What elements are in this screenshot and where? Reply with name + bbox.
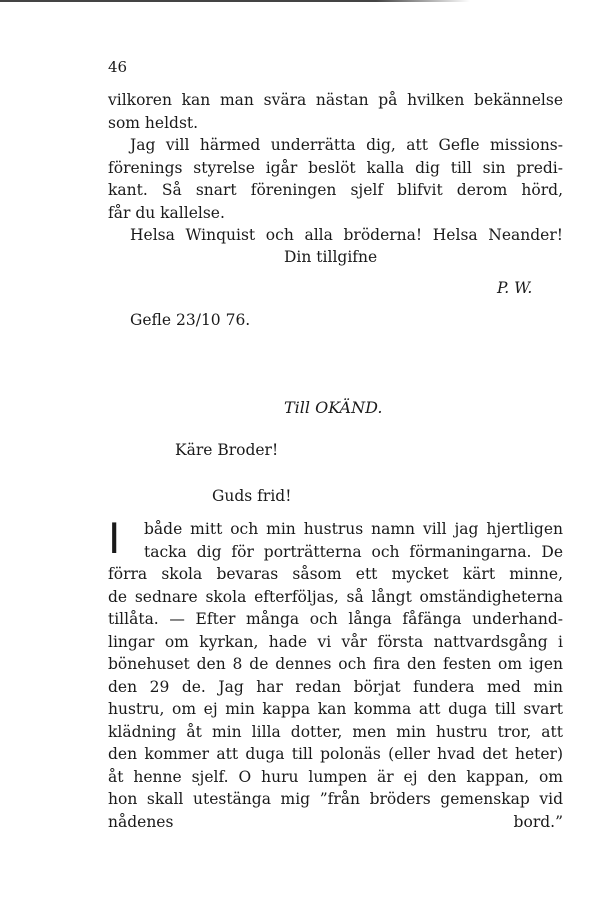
text-line: tillåta. — Efter många och långa fåfänga underhand- [108,610,563,628]
text-line: tacka dig för porträtterna och förmaningarna. De [144,542,563,561]
letter-title: Till OKÄND. [284,398,383,417]
text-line: de sednare skola efterföljas, så långt omständigheterna [108,587,563,606]
greeting: Guds frid! [212,487,292,505]
greetings-line-block [130,224,563,247]
text-line: bönehuset den 8 de dennes och fira den festen om igen [108,655,563,673]
text-line: hustru, om ej min kappa kan komma att duga till svart [108,700,563,718]
dropcap: I [108,514,121,563]
text-line: Jag vill härmed underrätta dig, att Gefle missions- [130,136,563,154]
top-rule [0,0,470,2]
text-line: förenings styrelse igår beslöt kalla dig till sin predi- [108,158,563,177]
closing: Din tillgifne [284,248,378,266]
text-line: får du kallelse. [108,203,225,222]
text-line: både mitt och min hustrus namn vill jag hjertligen [144,520,563,538]
text-line: vilkoren kan man svära nästan på hvilken bekännelse [108,91,563,109]
text-line: kant. Så snart föreningen sjelf blifvit derom hörd, [108,181,563,199]
text-line: klädning åt min lilla dotter, men min hustru tror, att [108,722,563,741]
text-line: den 29 de. Jag har redan börjat fundera med min [108,677,563,696]
text-line: åt henne sjelf. O huru lumpen är ej den kappan, om [108,767,563,786]
text-line: som heldst. [108,113,199,132]
signature: P. W. [497,279,533,297]
paragraph-2 [108,134,563,224]
text-line: förra skola bevaras såsom ett mycket kärt minne, [108,565,563,583]
text-line: nådenes bord.” [108,812,563,831]
paragraph-1 [108,89,563,134]
greetings-line: Helsa Winquist och alla bröderna! Helsa Neander! [130,226,563,244]
text-line: lingar om kyrkan, hade vi vår första nattvardsgång i [108,632,563,651]
text-line: hon skall utestänga mig ”från bröders gemenskap vid [108,790,563,808]
page-number: 46 [108,58,128,76]
salutation: Käre Broder! [175,441,279,459]
letter-body [108,514,563,833]
place-date: Gefle 23/10 76. [130,311,251,329]
text-line: den kommer att duga till polonäs (eller hvad det heter) [108,745,563,763]
